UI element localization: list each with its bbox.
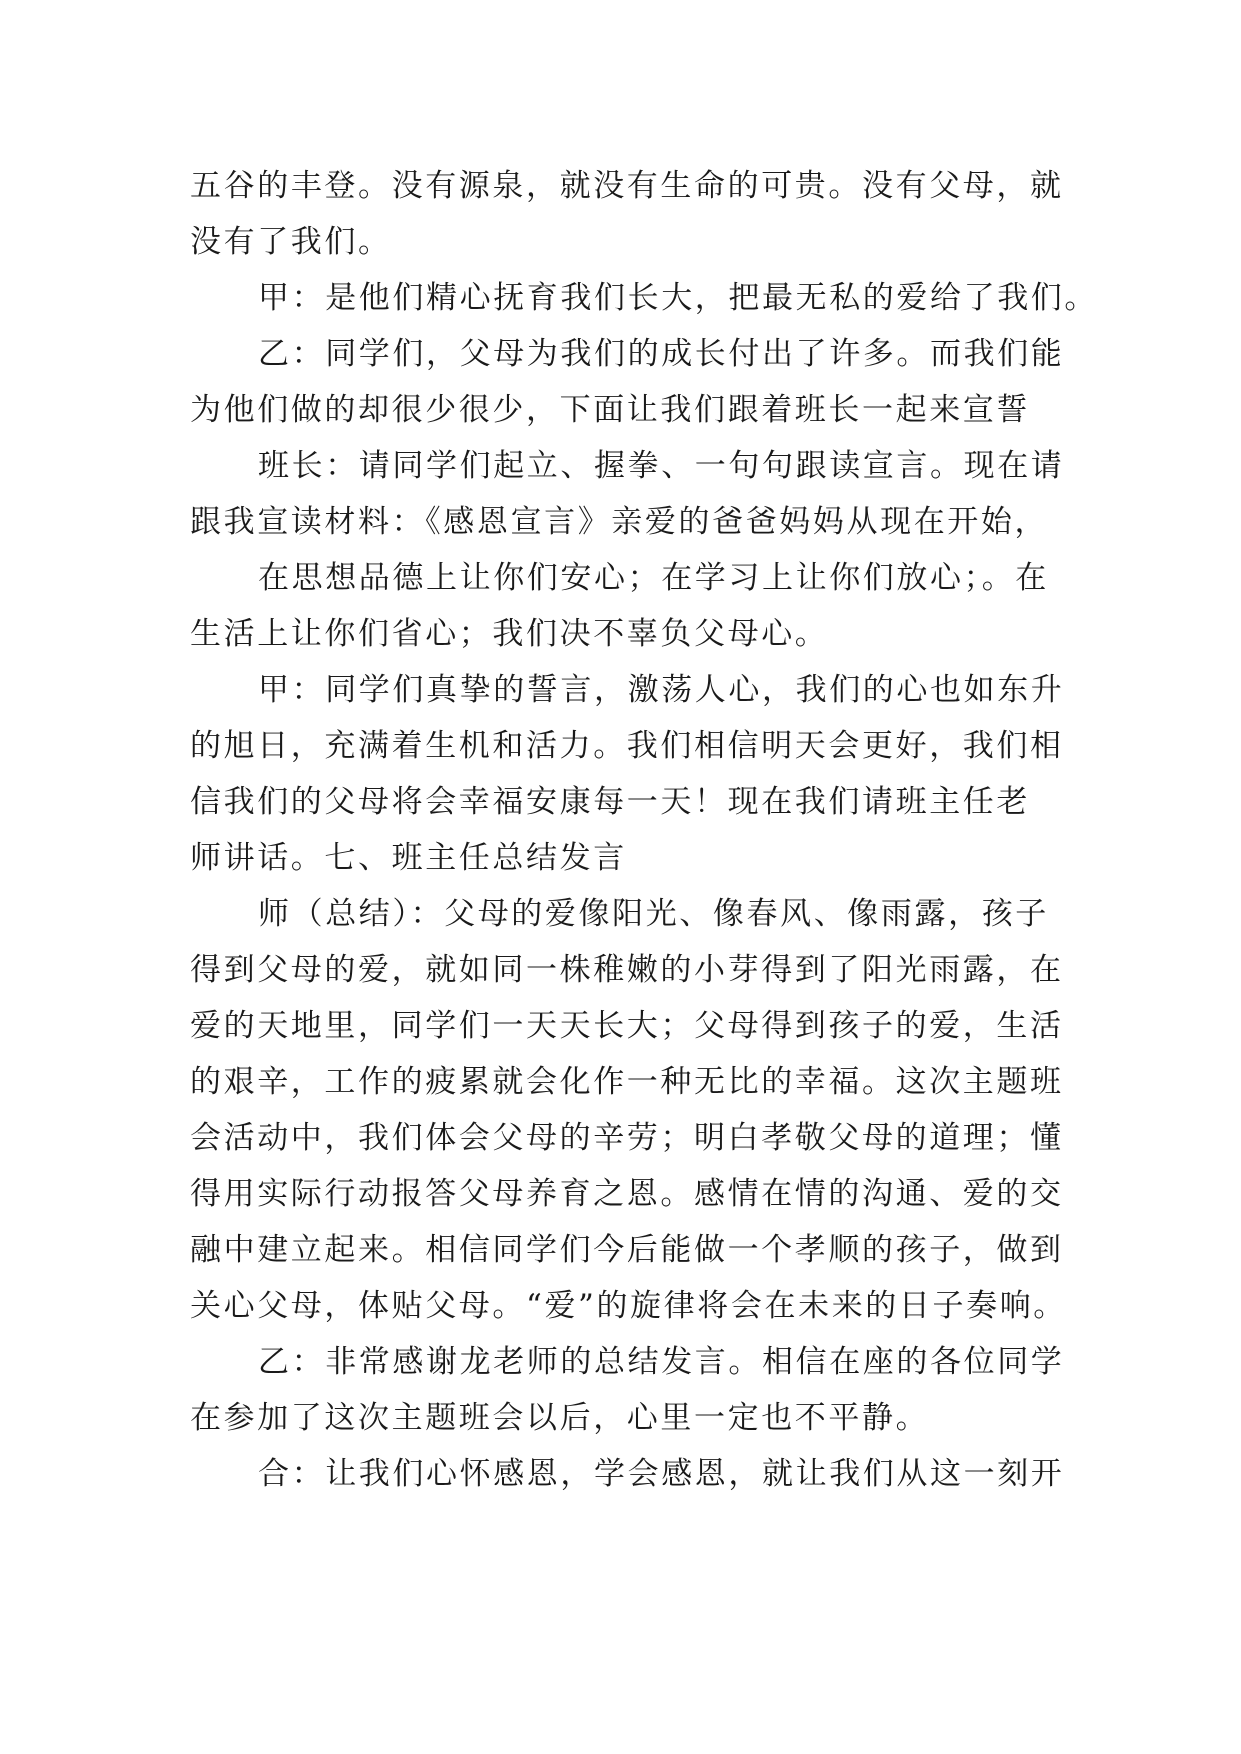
text-line: 为他们做的却很少很少，下面让我们跟着班长一起来宣誓 bbox=[190, 392, 1030, 428]
text-line: 没有了我们。 bbox=[190, 224, 392, 260]
paragraph-start-line: 乙：同学们，父母为我们的成长付出了许多。而我们能 bbox=[258, 336, 1065, 372]
text-line: 的旭日，充满着生机和活力。我们相信明天会更好，我们相 bbox=[190, 728, 1064, 764]
paragraph-start-line: 班长：请同学们起立、握拳、一句句跟读宣言。现在请 bbox=[258, 448, 1065, 484]
paragraph-start-line: 师（总结）：父母的爱像阳光、像春风、像雨露，孩子 bbox=[258, 896, 1049, 932]
text-line: 爱的天地里，同学们一天天长大；父母得到孩子的爱，生活 bbox=[190, 1008, 1064, 1044]
text-line: 的艰辛，工作的疲累就会化作一种无比的幸福。这次主题班 bbox=[190, 1064, 1064, 1100]
paragraph-start-line: 甲：同学们真挚的誓言，激荡人心，我们的心也如东升 bbox=[258, 672, 1065, 708]
text-line: 融中建立起来。相信同学们今后能做一个孝顺的孩子，做到 bbox=[190, 1232, 1064, 1268]
text-line: 关心父母，体贴父母。“爱”的旋律将会在未来的日子奏响。 bbox=[190, 1288, 1067, 1324]
text-line: 跟我宣读材料：《感恩宣言》亲爱的爸爸妈妈从现在开始， bbox=[190, 504, 1049, 540]
paragraph-start-line: 甲：是他们精心抚育我们长大，把最无私的爱给了我们。 bbox=[258, 280, 1098, 316]
paragraph-start-line: 乙：非常感谢龙老师的总结发言。相信在座的各位同学 bbox=[258, 1344, 1065, 1380]
paragraph-start-line: 合：让我们心怀感恩，学会感恩，就让我们从这一刻开 bbox=[258, 1456, 1065, 1492]
text-line: 会活动中，我们体会父母的辛劳；明白孝敬父母的道理；懂 bbox=[190, 1120, 1064, 1156]
text-line: 得用实际行动报答父母养育之恩。感情在情的沟通、爱的交 bbox=[190, 1176, 1064, 1212]
text-line: 在参加了这次主题班会以后，心里一定也不平静。 bbox=[190, 1400, 930, 1436]
text-line: 生活上让你们省心；我们决不辜负父母心。 bbox=[190, 616, 829, 652]
text-line: 师讲话。七、班主任总结发言 bbox=[190, 840, 627, 876]
paragraph-start-line: 在思想品德上让你们安心；在学习上让你们放心；。在 bbox=[258, 560, 1049, 596]
text-line: 信我们的父母将会幸福安康每一天！现在我们请班主任老 bbox=[190, 784, 1030, 820]
text-line: 五谷的丰登。没有源泉，就没有生命的可贵。没有父母，就 bbox=[190, 168, 1064, 204]
text-line: 得到父母的爱，就如同一株稚嫩的小芽得到了阳光雨露，在 bbox=[190, 952, 1064, 988]
